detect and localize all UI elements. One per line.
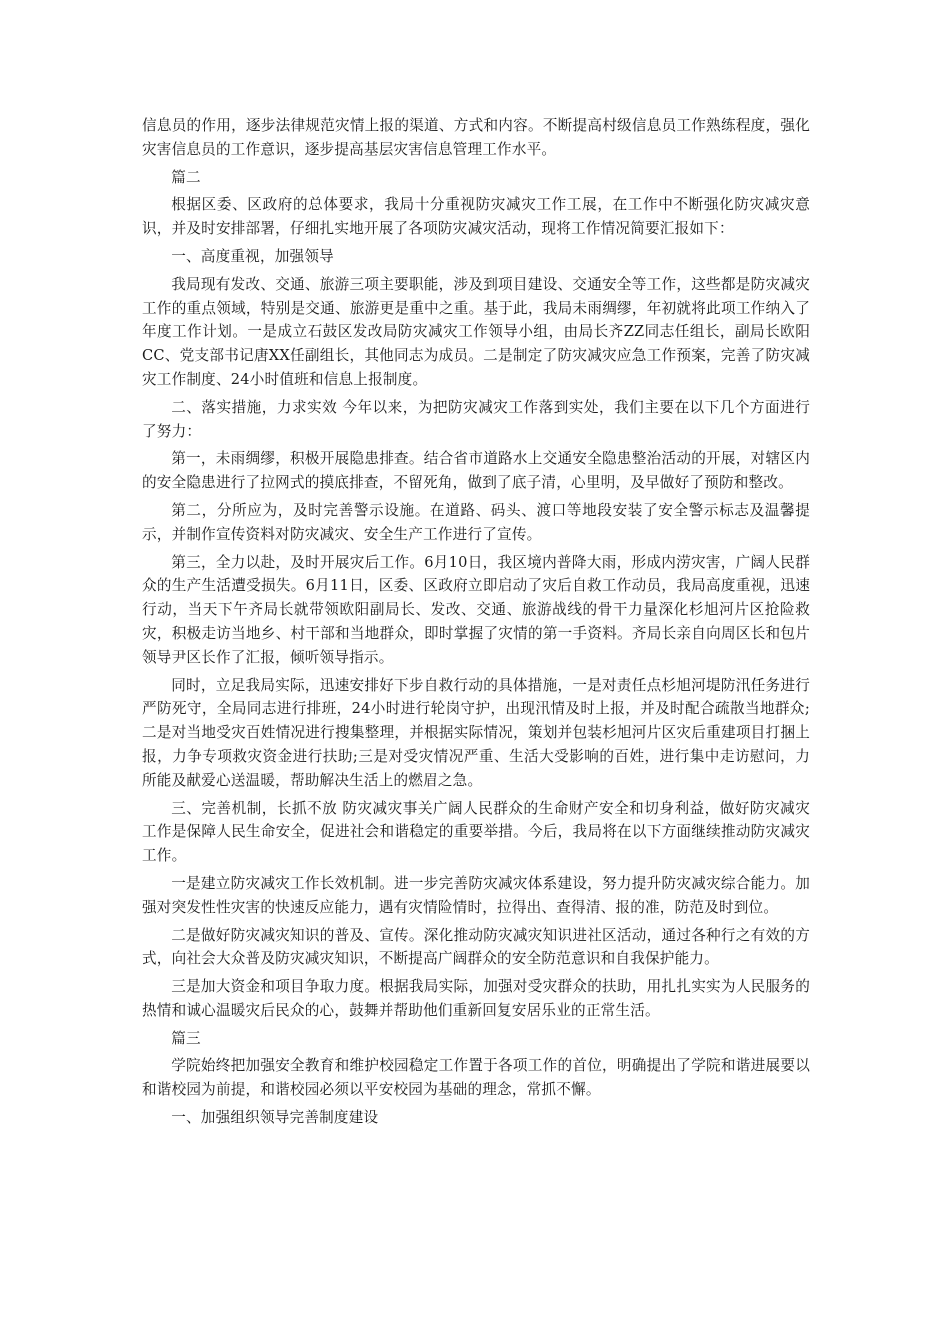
paragraph-14: 三是加大资金和项目争取力度。根据我局实际，加强对受灾群众的扶助，用扎扎实实为人民服务的热情和诚心温暖灾后民众的心，鼓舞并帮助他们重新回复安居乐业的正常生活。 [142,978,810,1019]
paragraph-9: 第三，全力以赴，及时开展灾后工作。6月10日，我区境内普降大雨，形成内涝灾害，广阔人民群众的生产生活遭受损失。6月11日，区委、区政府立即启动了灾后自救工作动员，我局高度重视，迅速行动，当天下午齐局长就带领欧阳副局长、发改、交通、旅游战线的骨干力量深化杉旭河片区抢险救灾，积极走访当地乡、村干部和当地群众，即时掌握了灾情的第一手资料。齐局长亲自向周区长和包片领导尹区长作了汇报，倾听领导指示。 [142,553,810,666]
paragraph-5: 我局现有发改、交通、旅游三项主要职能，涉及到项目建设、交通安全等工作，这些都是防灾减灾工作的重点领域，特别是交通、旅游更是重中之重。基于此，我局未雨绸缪，年初就将此项工作纳入了年度工作计划。一是成立石鼓区发改局防灾减灾工作领导小组，由局长齐ZZ同志任组长，副局长欧阳CC、党支部书记唐XX任副组长，其他同志为成员。二是制定了防灾减灾应急工作预案，完善了防灾减灾工作制度、24小时值班和信息上报制度。 [142,275,810,388]
subheading-2: 二、落实措施，力求实效 今年以来，为把防灾减灾工作落到实处，我们主要在以下几个方面进行了努力： [142,398,810,440]
document-body [142,114,810,1134]
paragraph-13: 二是做好防灾减灾知识的普及、宣传。深化推动防灾减灾知识进社区活动，通过各种行之有效的方式，向社会大众普及防灾减灾知识，不断提高广阔群众的安全防范意识和自我保护能力。 [142,926,810,968]
paragraph-12: 一是建立防灾减灾工作长效机制。进一步完善防灾减灾体系建设，努力提升防灾减灾综合能力。加强对突发性性灾害的快速反应能力，遇有灾情险情时，拉得出、查得清、报的准，防范及时到位。 [142,874,810,916]
subheading-4: 一、加强组织领导完善制度建设 [171,1109,379,1127]
subheading-1: 一、高度重视，加强领导 [171,247,334,265]
paragraph-1: 信息员的作用，逐步法律规范灾情上报的渠道、方式和内容。不断提高村级信息员工作熟练程度，强化灾害信息员的工作意识，逐步提高基层灾害信息管理工作水平。 [142,117,810,158]
paragraph-8: 第二，分所应为，及时完善警示设施。在道路、码头、渡口等地段安装了安全警示标志及温馨提示，并制作宣传资料对防灾减灾、安全生产工作进行了宣传。 [142,501,810,543]
paragraph-10: 同时，立足我局实际，迅速安排好下步自救行动的具体措施，一是对责任点杉旭河堤防汛任务进行严防死守，全局同志进行排班，24小时进行轮岗守护，出现汛情及时上报，并及时配合疏散当地群众;二是对当地受灾百姓情况进行搜集整理，并根据实际情况，策划并包装杉旭河片区灾后重建项目打捆上报，力争专项救灾资金进行扶助;三是对受灾情况严重、生活大受影响的百姓，进行集中走访慰问，力所能及献爱心送温暖，帮助解决生活上的燃眉之急。 [142,676,810,789]
section-heading-pian-er: 篇二 [171,168,201,186]
subheading-3: 三、完善机制，长抓不放 防灾减灾事关广阔人民群众的生命财产安全和切身利益，做好防灾减灾工作是保障人民生命安全，促进社会和谐稳定的重要举措。今后，我局将在以下方面继续推动防灾减灾工作。 [142,799,810,865]
section-heading-pian-san: 篇三 [171,1029,201,1047]
paragraph-3: 根据区委、区政府的总体要求，我局十分重视防灾减灾工作工展，在工作中不断强化防灾减灾意识，并及时安排部署，仔细扎实地开展了各项防灾减灾活动，现将工作情况简要汇报如下： [142,196,810,238]
paragraph-16: 学院始终把加强安全教育和维护校园稳定工作置于各项工作的首位，明确提出了学院和谐进展要以和谐校园为前提，和谐校园必须以平安校园为基础的理念，常抓不懈。 [142,1057,810,1099]
paragraph-7: 第一，未雨绸缪，积极开展隐患排查。结合省市道路水上交通安全隐患整治活动的开展，对辖区内的安全隐患进行了拉网式的摸底排查，不留死角，做到了底子清，心里明，及早做好了预防和整改。 [142,450,810,492]
